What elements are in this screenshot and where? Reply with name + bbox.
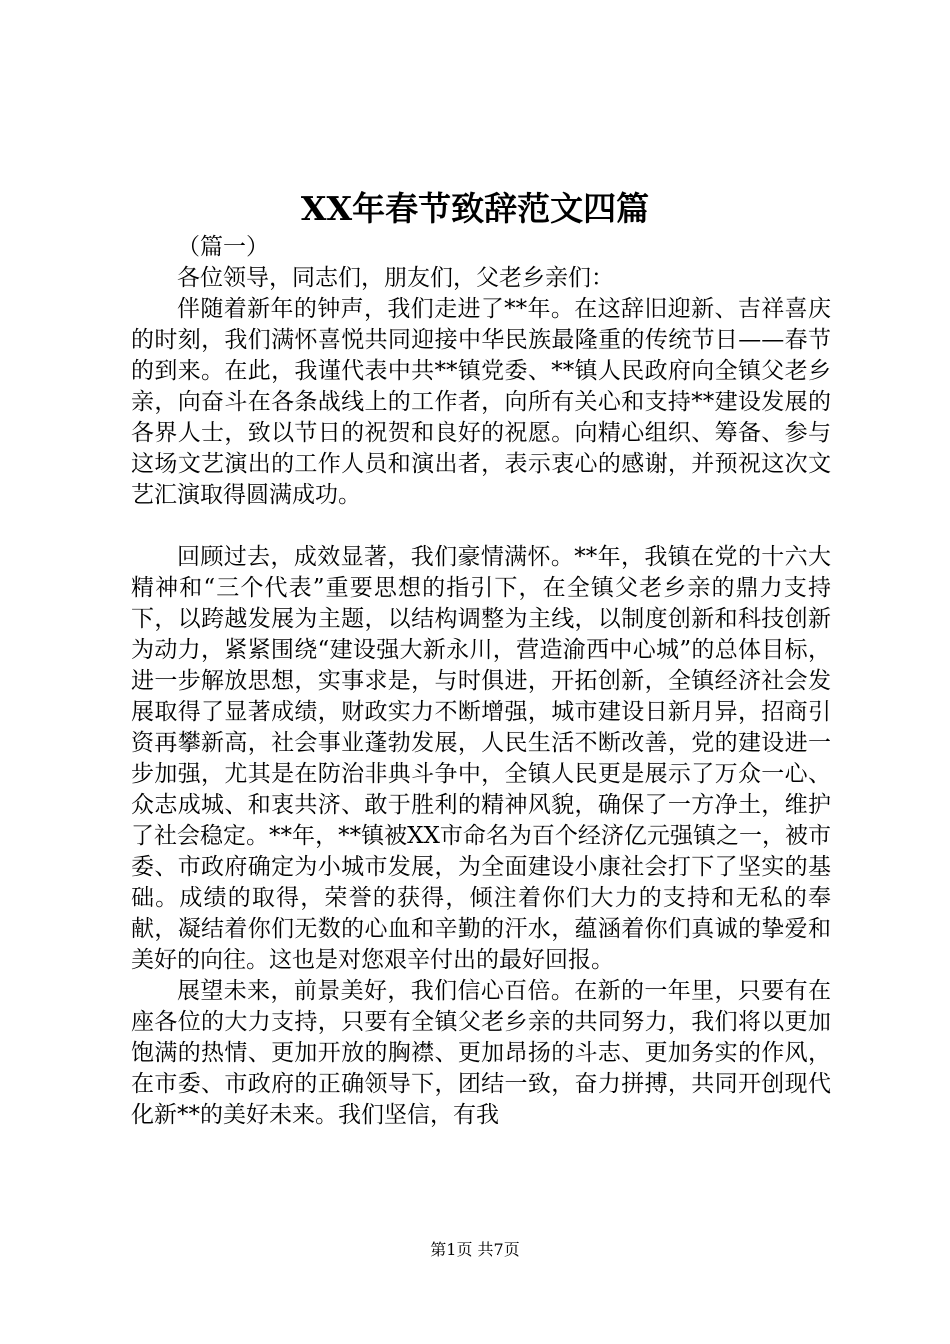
paragraph-new-year-greeting: 伴随着新年的钟声，我们走进了**年。在这辞旧迎新、吉祥喜庆的时刻，我们满怀喜悦共同迎接中华民族最隆重的传统节日——春节的到来。在此，我谨代表中共**镇党委、**镇人民政府向全镇父老乡亲，向奋斗在各条战线上的工作者，向所有关心和支持**建设发展的各界人士，致以节日的祝贺和良好的祝愿。向精心组织、筹备、参与这场文艺演出的工作人员和演出者，表示衷心的感谢，并预祝这次文艺汇演取得圆满成功。 <box>131 296 831 508</box>
document-title: XX年春节致辞范文四篇 <box>300 189 650 228</box>
section-label: （篇一） <box>177 234 269 260</box>
paragraph-outlook: 展望未来，前景美好，我们信心百倍。在新的一年里，只要有在座各位的大力支持，只要有全镇父老乡亲的共同努力，我们将以更加饱满的热情、更加开放的胸襟、更加昂扬的斗志、更加务实的作风，在市委、市政府的正确领导下，团结一致，奋力拼搏，共同开创现代化新**的美好未来。我们坚信，有我 <box>131 978 831 1128</box>
paragraph-review: 回顾过去，成效显著，我们豪情满怀。**年，我镇在党的十六大精神和“三个代表”重要思想的指引下，在全镇父老乡亲的鼎力支持下，以跨越发展为主题，以结构调整为主线，以制度创新和科技创新为动力，紧紧围绕“建设强大新永川，营造渝西中心城”的总体目标，进一步解放思想，实事求是，与时俱进，开拓创新，全镇经济社会发展取得了显著成绩，财政实力不断增强，城市建设日新月异，招商引资再攀新高，社会事业蓬勃发展，人民生活不断改善，党的建设进一步加强，尤其是在防治非典斗争中，全镇人民更是展示了万众一心、众志成城、和衷共济、敢于胜利的精神风貌，确保了一方净土，维护了社会稳定。**年，**镇被XX市命名为百个经济亿元强镇之一，被市委、市政府确定为小城市发展，为全面建设小康社会打下了坚实的基础。成绩的取得，荣誉的获得，倾注着你们大力的支持和无私的奉献，凝结着你们无数的心血和辛勤的汗水，蕴涵着你们真诚的挚爱和美好的向往。这也是对您艰辛付出的最好回报。 <box>131 544 831 973</box>
document-body <box>131 232 831 1131</box>
page-footer: 第1页 共7页 <box>430 1240 520 1259</box>
salutation: 各位领导，同志们，朋友们，父老乡亲们： <box>177 265 614 291</box>
paragraph-spacer <box>131 511 831 542</box>
